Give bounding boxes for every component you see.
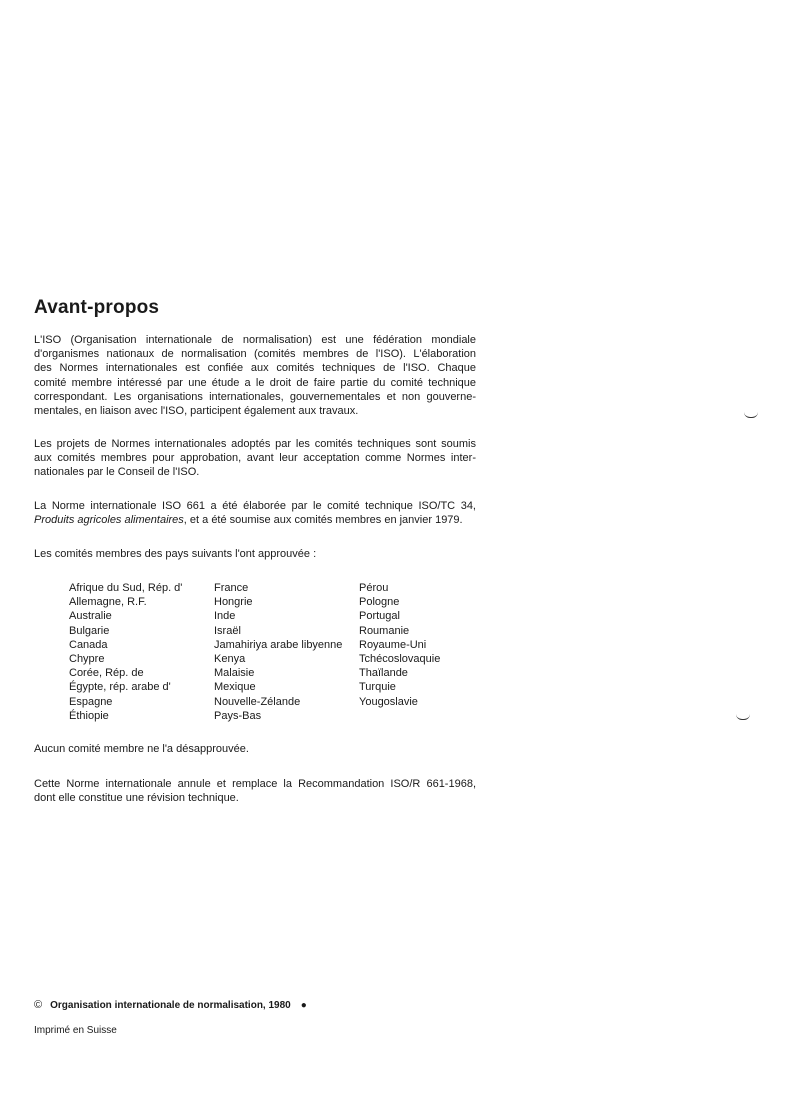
country-name: Portugal [359,610,400,623]
text-line: dont elle constitue une révision technique. [34,792,239,805]
country-column [214,581,359,723]
country-name: Turquie [359,681,396,694]
country-column [69,581,214,723]
text-line: correspondant. Les organisations internationales, gouvernementales et non gouverne- [34,390,476,403]
country-name: Israël [214,624,241,637]
country-name: Malaisie [214,667,255,680]
printed-in: Imprimé en Suisse [34,1025,117,1036]
country-name: Pérou [359,582,389,594]
member-countries-list [69,581,504,723]
country-name: Pologne [359,596,400,609]
copyright-text: Organisation internationale de normalisation, 1980 [50,1000,291,1011]
text-line: aux comités membres pour approbation, avant leur acceptation comme Normes inter- [34,452,476,465]
country-name: Roumanie [359,624,410,637]
replacement-paragraph [34,777,476,805]
country-column [359,581,504,723]
country-name: Hongrie [214,596,253,609]
text-line: comité membre intéressé par une étude a le droit de faire partie du comité technique [34,376,476,389]
text-line: Les comités membres des pays suivants l'ont approuvée : [34,548,317,560]
text-line: mentales, en liaison avec l'ISO, participent également aux travaux. [34,405,359,418]
approval-paragraph [34,437,476,480]
scan-mark-icon [744,412,758,418]
text-line: Les projets de Normes internationales adoptés par les comités techniques sont soumis [34,438,476,450]
copyright-icon: © [34,999,43,1011]
country-name: Yougoslavie [359,695,418,708]
country-name: Inde [214,610,236,623]
country-name: Nouvelle-Zélande [214,695,301,708]
text-line: La Norme internationale ISO 661 a été élaborée par le comité technique ISO/TC 34, [34,500,476,512]
committee-title: Produits agricoles alimentaires [34,514,184,527]
intro-paragraph [34,333,476,418]
country-name: Tchécoslovaquie [359,653,441,666]
country-name: Thaïlande [359,667,408,680]
scan-mark-icon [736,714,750,720]
bullet-icon: ● [300,1000,307,1011]
text-line: d'organismes nationaux de normalisation (comités membres de l'ISO). L'élaboration [34,348,476,361]
text-line: Aucun comité membre ne l'a désapprouvée. [34,743,249,755]
country-name: Mexique [214,681,256,694]
disapproval-note [34,742,476,756]
text-line: L'ISO (Organisation internationale de normalisation) est une fédération mondiale [34,334,476,346]
copyright-footer [34,999,307,1011]
text-line [34,513,476,527]
country-name: Canada [69,638,108,651]
country-name: Chypre [69,653,105,666]
text-segment: , et a été soumise aux comités membres en janvier 1979. [183,514,463,527]
members-intro [34,547,476,561]
country-name: Éthiopie [69,709,109,722]
country-name: Allemagne, R.F. [69,596,147,609]
page-heading: Avant-propos [34,297,160,318]
country-name: Australie [69,610,112,623]
country-name: Pays-Bas [214,709,262,722]
text-line: des Normes internationales est confiée aux comités techniques de l'ISO. Chaque [34,362,476,375]
country-name: Égypte, rép. arabe d' [69,681,171,694]
standard-paragraph [34,499,476,527]
country-name: Corée, Rép. de [69,667,144,680]
country-name: Espagne [69,695,113,708]
country-name: Kenya [214,653,246,666]
text-line: nationales par le Conseil de l'ISO. [34,466,200,479]
country-name: Bulgarie [69,624,110,637]
country-name: France [214,582,249,594]
country-name: Royaume-Uni [359,638,427,651]
country-name: Jamahiriya arabe libyenne [214,638,343,651]
text-line: Cette Norme internationale annule et remplace la Recommandation ISO/R 661-1968, [34,778,476,790]
country-name: Afrique du Sud, Rép. d' [69,582,183,594]
